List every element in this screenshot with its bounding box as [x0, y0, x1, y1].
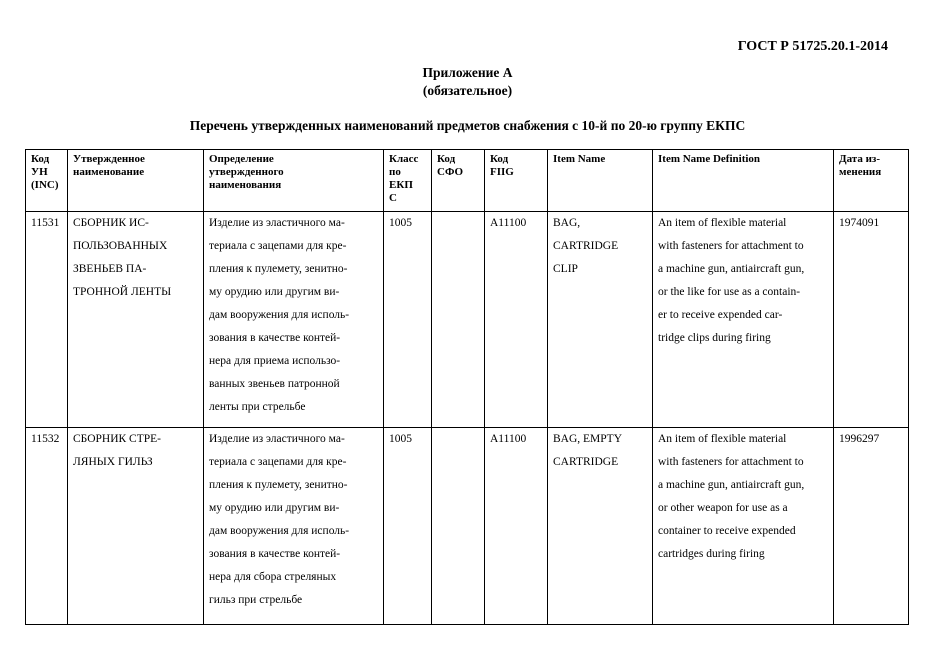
appendix-subtitle: (обязательное) — [422, 83, 513, 98]
items-table — [25, 149, 909, 625]
table-row — [26, 212, 909, 428]
cell-fiig: A11100 — [485, 428, 548, 625]
cell-code: 11532 — [26, 428, 68, 625]
cell-item-name: BAG, CARTRIDGE CLIP — [548, 212, 653, 428]
header-change-date: Дата из- менения — [834, 150, 909, 212]
header-item-name-definition: Item Name Definition — [653, 150, 834, 212]
cell-sfo — [432, 212, 485, 428]
cell-date: 1974091 — [834, 212, 909, 428]
cell-class: 1005 — [384, 428, 432, 625]
cell-name: СБОРНИК ИС- ПОЛЬЗОВАННЫХ ЗВЕНЬЕВ ПА- ТРОННОЙ ЛЕНТЫ — [68, 212, 204, 428]
table-title: Перечень утвержденных наименований предметов снабжения с 10-й по 20-ю группу ЕКПС — [189, 118, 746, 133]
header-sfo: Код СФО — [432, 150, 485, 212]
cell-item-name: BAG, EMPTY CARTRIDGE — [548, 428, 653, 625]
document-code: ГОСТ Р 51725.20.1-2014 — [737, 39, 888, 54]
header-definition: Определение утвержденного наименования — [204, 150, 384, 212]
cell-definition: Изделие из эластичного ма- териала с зацепами для кре- пления к пулемету, зенитно- му орудию или другим ви- дам вооружения для исполь- зования в качестве контей- нера для приема использо- ванных звеньев патронной ленты при стрельбе — [204, 212, 384, 428]
appendix-heading — [0, 64, 935, 100]
table-header-row — [26, 150, 909, 212]
cell-code: 11531 — [26, 212, 68, 428]
header-fiig: Код FIIG — [485, 150, 548, 212]
header-code: Код УН (INC) — [26, 150, 68, 212]
cell-fiig: A11100 — [485, 212, 548, 428]
cell-sfo — [432, 428, 485, 625]
cell-item-definition: An item of flexible material with fasteners for attachment to a machine gun, antiaircraft gun, or other weapon for use as a container to receive expended cartridges during firing — [653, 428, 834, 625]
cell-name: СБОРНИК СТРЕ- ЛЯНЫХ ГИЛЬЗ — [68, 428, 204, 625]
cell-date: 1996297 — [834, 428, 909, 625]
cell-item-definition: An item of flexible material with fasteners for attachment to a machine gun, antiaircraft gun, or the like for use as a contain- er to receive expended car- tridge clips during firing — [653, 212, 834, 428]
appendix-title: Приложение А — [422, 65, 513, 80]
cell-class: 1005 — [384, 212, 432, 428]
header-approved-name: Утвержденное наименование — [68, 150, 204, 212]
cell-definition: Изделие из эластичного ма- териала с зацепами для кре- пления к пулемету, зенитно- му орудию или другим ви- дам вооружения для исполь- зования в качестве контей- нера для сбора стреляных гильз при стрельбе — [204, 428, 384, 625]
header-item-name: Item Name — [548, 150, 653, 212]
table-row — [26, 428, 909, 625]
header-class: Класс по ЕКП С — [384, 150, 432, 212]
